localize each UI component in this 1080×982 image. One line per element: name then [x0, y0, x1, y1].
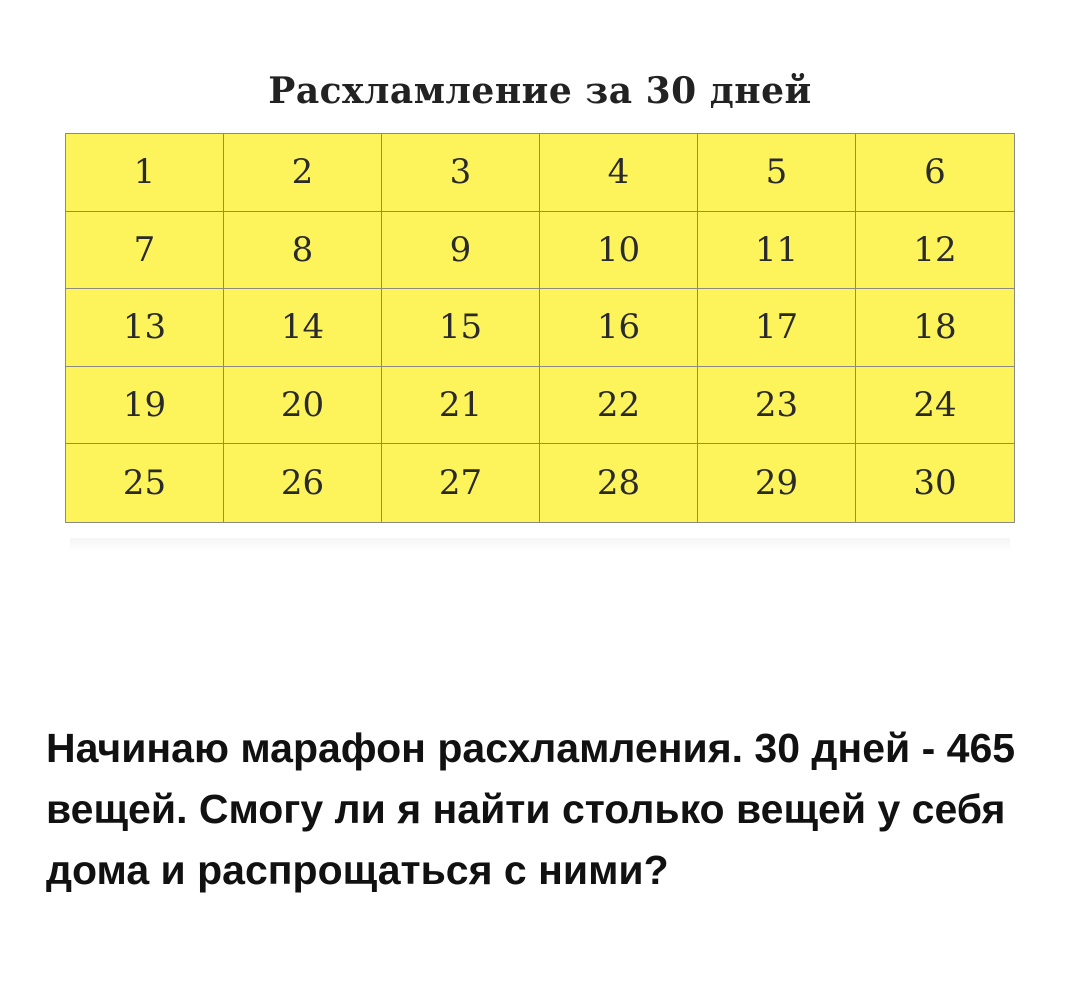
day-cell-5: 5: [698, 134, 856, 212]
day-cell-1: 1: [66, 134, 224, 212]
day-cell-30: 30: [913, 463, 957, 504]
day-cell-9: 9: [382, 212, 540, 290]
day-cell-2: 2: [224, 134, 382, 212]
day-cell-21: 21: [382, 367, 540, 445]
day-cell-3: 3: [382, 134, 540, 212]
day-cell-29: 29: [698, 444, 856, 522]
day-grid: [65, 133, 1015, 523]
post-text: Начинаю марафон расхламления. 30 дней - 465 вещей. Смогу ли я найти столько вещей у себя дома и распрощаться с ними?: [46, 725, 1016, 893]
day-cell-24: 24: [856, 367, 1014, 445]
image-title: Расхламление за 30 дней: [268, 70, 812, 112]
image-bottom-strip: [70, 538, 1010, 552]
day-cell-16: 16: [540, 289, 698, 367]
day-cell-15: 15: [382, 289, 540, 367]
day-cell-20: 20: [224, 367, 382, 445]
day-cell-10: 10: [540, 212, 698, 290]
day-cell-22: 22: [540, 367, 698, 445]
day-cell-19: 19: [66, 367, 224, 445]
day-cell-17: 17: [698, 289, 856, 367]
day-cell-12: 12: [856, 212, 1014, 290]
day-cell-13: 13: [66, 289, 224, 367]
day-cell-14: 14: [224, 289, 382, 367]
day-cell-4: 4: [540, 134, 698, 212]
day-cell-23: 23: [698, 367, 856, 445]
day-cell-6: 6: [856, 134, 1014, 212]
day-cell-11: 11: [698, 212, 856, 290]
day-cell-28: 28: [540, 444, 698, 522]
day-cell-8: 8: [224, 212, 382, 290]
day-cell-26: 26: [224, 444, 382, 522]
day-cell-18: 18: [856, 289, 1014, 367]
day-cell-25: 25: [66, 444, 224, 522]
day-cell-7: 7: [66, 212, 224, 290]
day-cell-27: 27: [382, 444, 540, 522]
